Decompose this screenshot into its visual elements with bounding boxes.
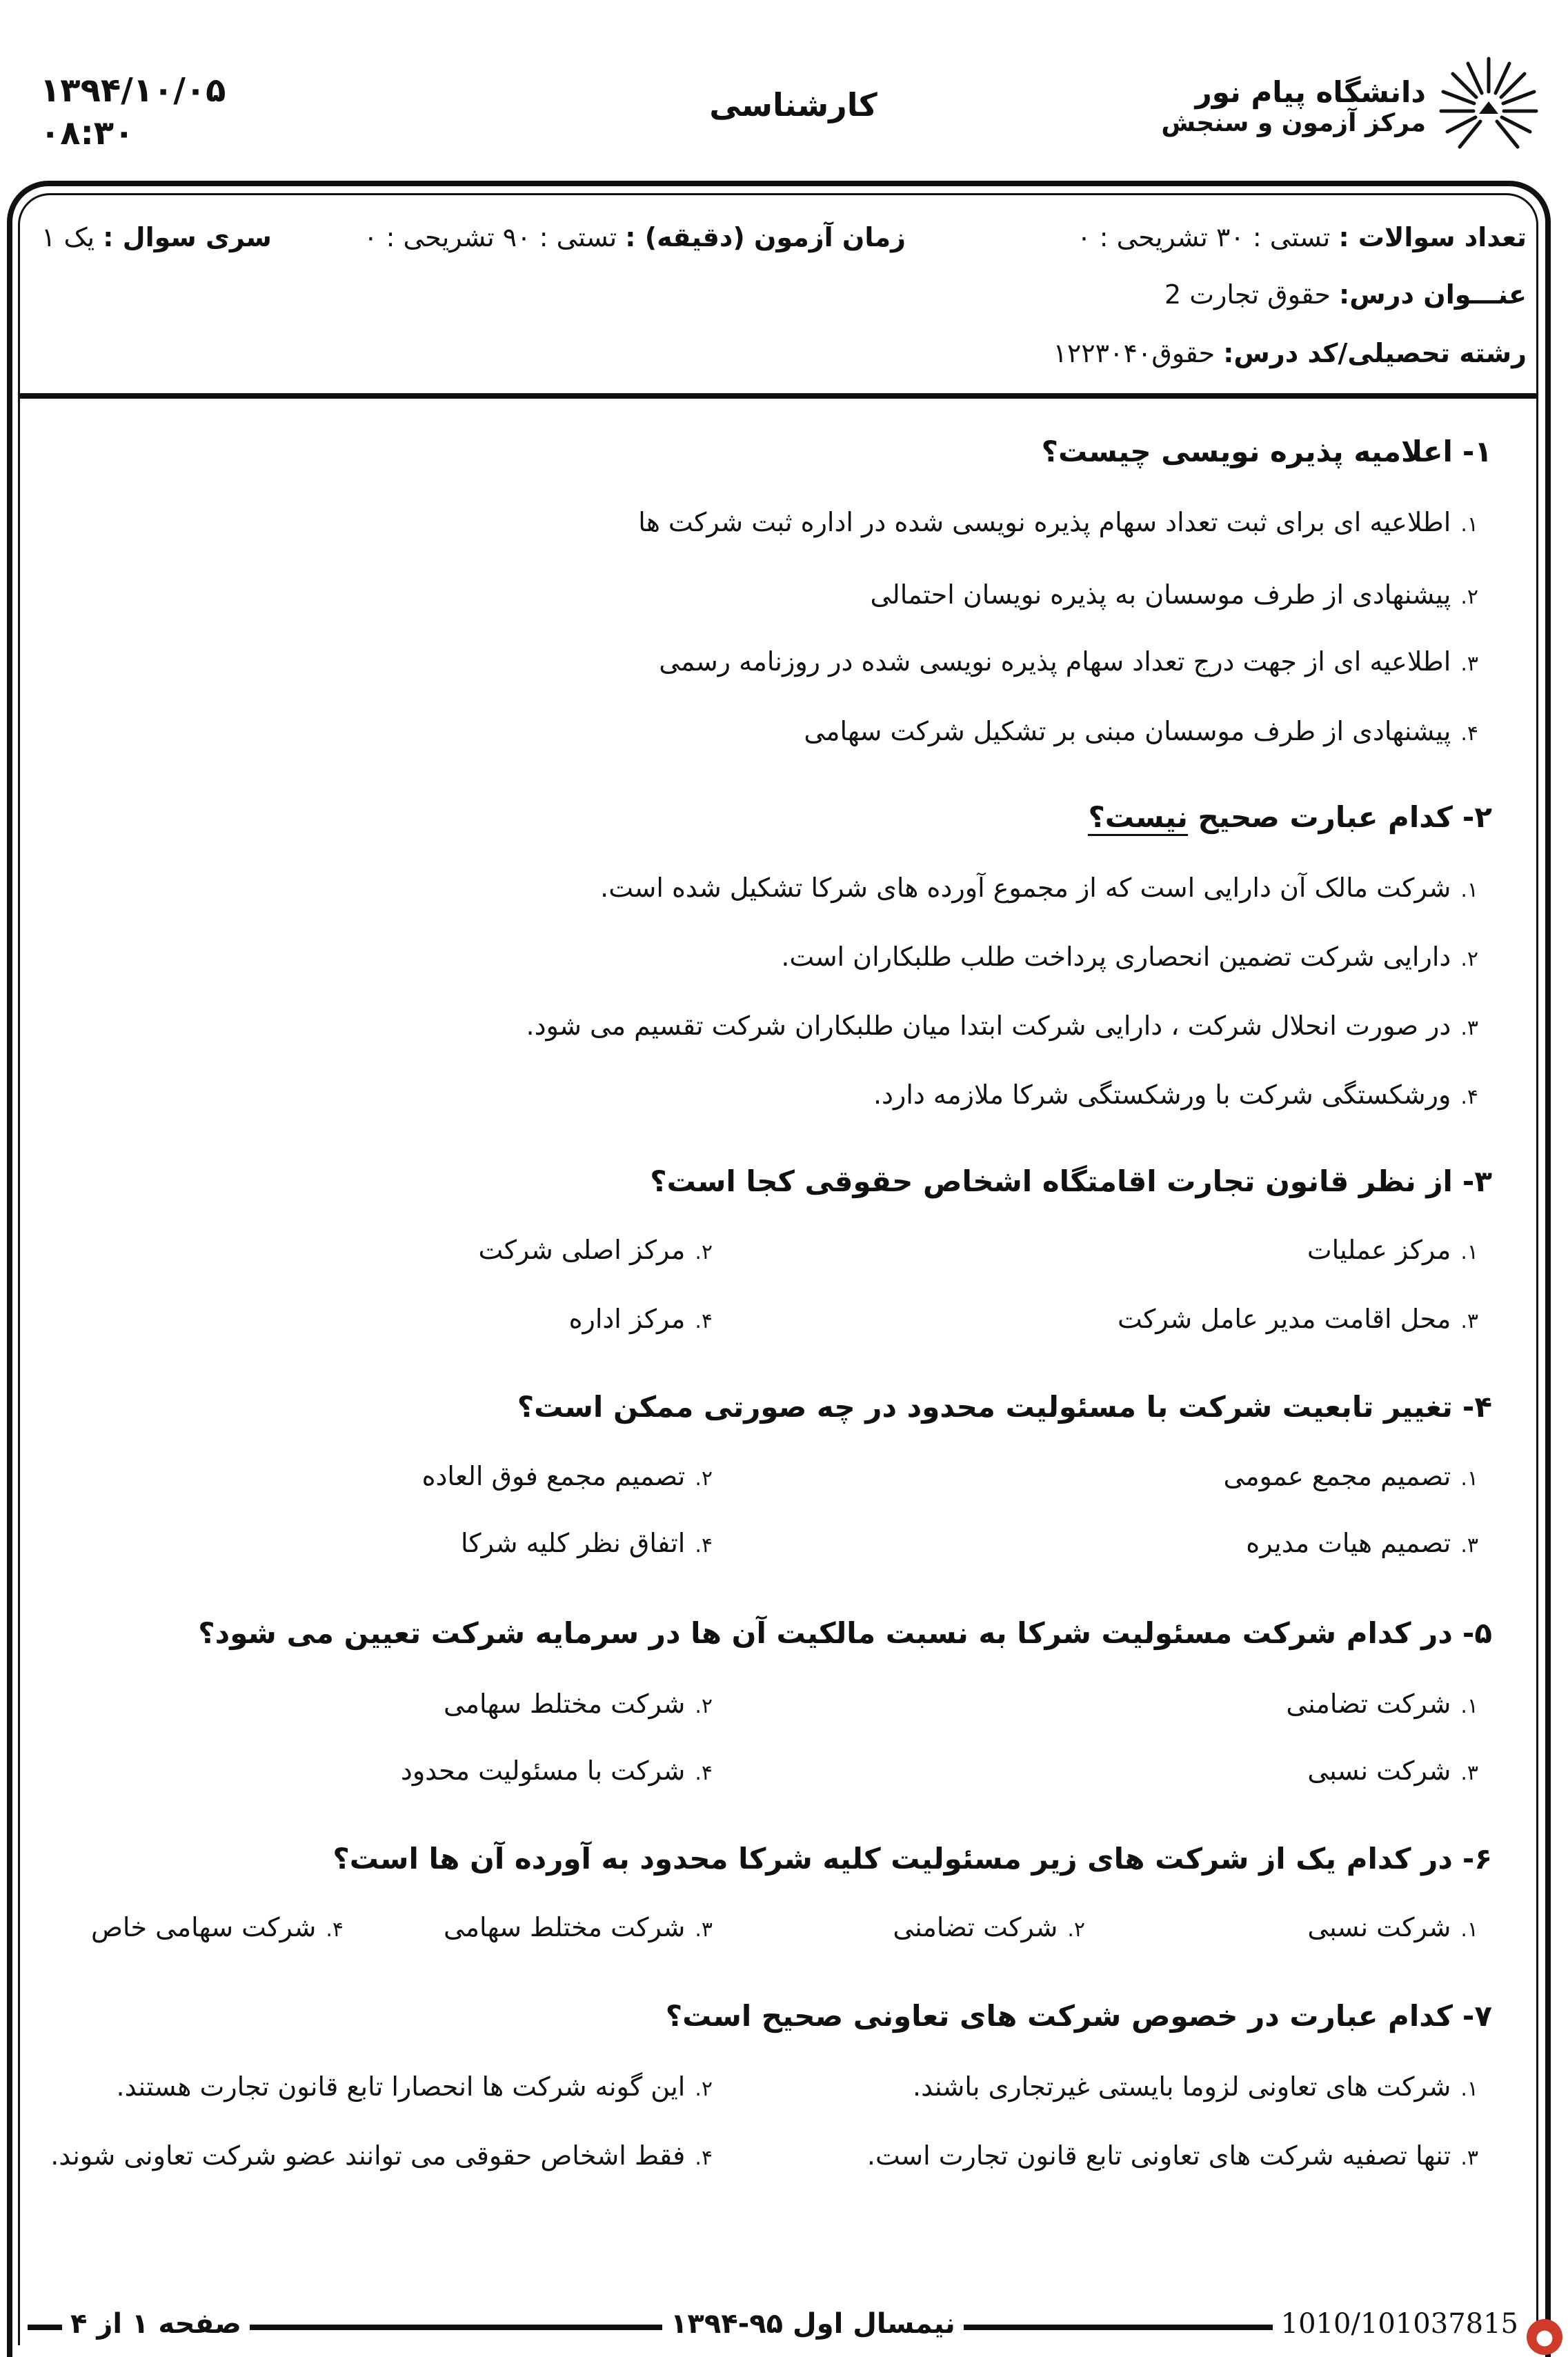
question-text: در کدام یک از شرکت های زیر مسئولیت کلیه شرکا محدود به آورده آن ها است؟ bbox=[333, 1842, 1453, 1876]
q6-option-4[interactable] bbox=[91, 1912, 344, 1942]
q4-option-2[interactable] bbox=[422, 1461, 713, 1491]
question-5 bbox=[198, 1616, 1492, 1650]
watermark-badge-icon: ● bbox=[1527, 2319, 1562, 2355]
q3-option-3[interactable] bbox=[1118, 1304, 1478, 1334]
page-indicator: صفحه ۱ از ۴ bbox=[62, 2308, 250, 2340]
q7-option-4[interactable] bbox=[50, 2140, 713, 2171]
course-title-label: عنـــوان درس: bbox=[1339, 279, 1527, 310]
option-text: مرکز عملیات bbox=[1307, 1235, 1451, 1265]
option-text: شرکت تضامنی bbox=[1286, 1689, 1451, 1719]
question-3 bbox=[650, 1164, 1492, 1198]
question-series bbox=[41, 222, 272, 252]
option-text: محل اقامت مدیر عامل شرکت bbox=[1117, 1304, 1451, 1334]
question-text-underlined: نیست؟ bbox=[1088, 800, 1187, 836]
q6-option-3[interactable] bbox=[444, 1912, 713, 1942]
q7-option-3[interactable] bbox=[867, 2140, 1478, 2171]
option-number: ۴. bbox=[326, 1918, 344, 1942]
question-count-value: تستی : ۳۰ تشریحی : ۰ bbox=[1077, 222, 1331, 252]
question-number: ۲- bbox=[1462, 800, 1492, 834]
question-text: کدام عبارت در خصوص شرکت های تعاونی صحیح است؟ bbox=[665, 1999, 1453, 2033]
q5-option-1[interactable] bbox=[1286, 1689, 1478, 1719]
q5-option-3[interactable] bbox=[1307, 1756, 1478, 1786]
q3-option-2[interactable] bbox=[479, 1235, 713, 1265]
course-title-value: حقوق تجارت 2 bbox=[1164, 279, 1331, 310]
question-text: از نظر قانون تجارت اقامتگاه اشخاص حقوقی کجا است؟ bbox=[650, 1164, 1453, 1198]
exam-duration-value: تستی : ۹۰ تشریحی : ۰ bbox=[364, 222, 617, 252]
exam-date-time bbox=[40, 69, 226, 155]
q4-option-3[interactable] bbox=[1246, 1528, 1478, 1558]
degree-level: کارشناسی bbox=[709, 86, 877, 123]
option-text: تصمیم هیات مدیره bbox=[1246, 1528, 1451, 1558]
option-text: شرکت نسبی bbox=[1307, 1912, 1451, 1942]
option-text: پیشنهادی از طرف موسسان به پذیره نویسان احتمالی bbox=[870, 579, 1451, 610]
question-count-label: تعداد سوالات : bbox=[1338, 222, 1527, 252]
option-text: اتفاق نظر کلیه شرکا bbox=[460, 1528, 686, 1558]
q2-option-2[interactable] bbox=[781, 942, 1478, 972]
option-number: ۳. bbox=[1460, 1309, 1478, 1333]
q6-option-1[interactable] bbox=[1307, 1912, 1478, 1942]
question-text: تغییر تابعیت شرکت با مسئولیت محدود در چه صورتی ممکن است؟ bbox=[517, 1390, 1453, 1424]
option-text: تصمیم مجمع فوق العاده bbox=[421, 1461, 686, 1491]
exam-duration-label: زمان آزمون (دقیقه) : bbox=[625, 222, 906, 252]
exam-time: ۰۸:۳۰ bbox=[40, 114, 135, 153]
question-count bbox=[1077, 222, 1527, 252]
course-title bbox=[1164, 279, 1527, 310]
option-number: ۲. bbox=[695, 1694, 713, 1718]
exam-code: 1010/101037815 bbox=[1273, 2308, 1527, 2340]
option-text: مرکز اداره bbox=[568, 1304, 686, 1334]
question-7 bbox=[666, 1999, 1492, 2033]
q1-option-1[interactable] bbox=[638, 507, 1478, 537]
question-number: ۱- bbox=[1462, 435, 1492, 468]
question-series-value: یک ۱ bbox=[41, 222, 95, 252]
university-logo-icon bbox=[1437, 55, 1540, 159]
question-number: ۶- bbox=[1462, 1842, 1492, 1876]
option-number: ۳. bbox=[695, 1918, 713, 1942]
question-text: کدام عبارت صحیح bbox=[1198, 800, 1453, 834]
option-number: ۴. bbox=[695, 1761, 713, 1785]
university-header bbox=[1161, 55, 1540, 159]
option-text: تصمیم مجمع عمومی bbox=[1223, 1461, 1451, 1491]
option-number: ۳. bbox=[1460, 1016, 1478, 1040]
q3-option-1[interactable] bbox=[1307, 1235, 1478, 1265]
option-text: شرکت تضامنی bbox=[893, 1912, 1058, 1942]
option-text: شرکت مختلط سهامی bbox=[443, 1912, 686, 1942]
q7-option-2[interactable] bbox=[117, 2071, 713, 2102]
option-text: شرکت های تعاونی لزوما بایستی غیرتجاری باشند. bbox=[913, 2071, 1451, 2102]
option-number: ۱. bbox=[1460, 878, 1478, 902]
q2-option-1[interactable] bbox=[600, 873, 1478, 903]
option-text: فقط اشخاص حقوقی می توانند عضو شرکت تعاونی شوند. bbox=[50, 2140, 686, 2171]
q4-option-4[interactable] bbox=[461, 1528, 713, 1558]
option-text: این گونه شرکت ها انحصارا تابع قانون تجارت هستند. bbox=[116, 2071, 686, 2102]
option-number: ۱. bbox=[1460, 513, 1478, 537]
option-text: ورشکستگی شرکت با ورشکستگی شرکا ملازمه دارد. bbox=[873, 1080, 1451, 1110]
exam-duration bbox=[364, 222, 906, 252]
question-number: ۷- bbox=[1462, 1999, 1492, 2033]
question-2 bbox=[1088, 800, 1492, 834]
semester-label: نیمسال اول ۹۵-۱۳۹۴ bbox=[662, 2308, 964, 2340]
center-name: مرکز آزمون و سنجش bbox=[1161, 109, 1426, 138]
option-number: ۱. bbox=[1460, 1240, 1478, 1264]
option-number: ۱. bbox=[1460, 1918, 1478, 1942]
option-number: ۱. bbox=[1460, 1694, 1478, 1718]
q2-option-4[interactable] bbox=[873, 1080, 1478, 1110]
question-number: ۴- bbox=[1462, 1390, 1492, 1424]
option-number: ۴. bbox=[1460, 1085, 1478, 1109]
q4-option-1[interactable] bbox=[1224, 1461, 1478, 1491]
question-1 bbox=[1042, 435, 1492, 468]
option-number: ۴. bbox=[1460, 722, 1478, 746]
option-number: ۱. bbox=[1460, 1466, 1478, 1491]
option-text: شرکت مختلط سهامی bbox=[443, 1689, 686, 1719]
exam-date: ۱۳۹۴/۱۰/۰۵ bbox=[40, 71, 226, 110]
q7-option-1[interactable] bbox=[913, 2071, 1478, 2102]
q6-option-2[interactable] bbox=[893, 1912, 1085, 1942]
course-code-value: حقوق۱۲۲۳۰۴۰ bbox=[1053, 338, 1215, 368]
option-number: ۲. bbox=[695, 2077, 713, 2101]
option-text: شرکت نسبی bbox=[1307, 1756, 1451, 1786]
question-6 bbox=[333, 1842, 1492, 1876]
option-number: ۴. bbox=[695, 1533, 713, 1558]
option-number: ۴. bbox=[695, 1309, 713, 1333]
option-number: ۱. bbox=[1460, 2077, 1478, 2101]
option-number: ۲. bbox=[1460, 947, 1478, 971]
option-text: دارایی شرکت تضمین انحصاری پرداخت طلب طلبکاران است. bbox=[781, 942, 1451, 972]
option-number: ۴. bbox=[695, 2146, 713, 2170]
option-number: ۲. bbox=[1460, 585, 1478, 609]
option-number: ۲. bbox=[695, 1466, 713, 1491]
question-number: ۵- bbox=[1462, 1616, 1492, 1650]
header-divider bbox=[18, 393, 1538, 399]
course-code-label: رشته تحصیلی/کد درس: bbox=[1223, 338, 1527, 368]
q1-option-3[interactable] bbox=[659, 646, 1478, 677]
q3-option-4[interactable] bbox=[569, 1304, 713, 1334]
option-text: شرکت با مسئولیت محدود bbox=[400, 1756, 686, 1786]
course-code bbox=[1053, 338, 1527, 368]
question-4 bbox=[517, 1390, 1492, 1424]
q5-option-2[interactable] bbox=[444, 1689, 713, 1719]
option-number: ۳. bbox=[1460, 652, 1478, 676]
q5-option-4[interactable] bbox=[401, 1756, 713, 1786]
option-text: اطلاعیه ای از جهت درج تعداد سهام پذیره نویسی شده در روزنامه رسمی bbox=[659, 646, 1451, 677]
university-name: دانشگاه پیام نور bbox=[1195, 75, 1426, 110]
q1-option-2[interactable] bbox=[870, 579, 1478, 610]
question-series-label: سری سوال : bbox=[103, 222, 272, 252]
option-text: پیشنهادی از طرف موسسان مبنی بر تشکیل شرکت سهامی bbox=[804, 716, 1451, 746]
option-text: اطلاعیه ای برای ثبت تعداد سهام پذیره نویسی شده در اداره ثبت شرکت ها bbox=[638, 507, 1451, 537]
university-name-block bbox=[1161, 76, 1426, 138]
option-text: مرکز اصلی شرکت bbox=[478, 1235, 686, 1265]
question-text: اعلامیه پذیره نویسی چیست؟ bbox=[1041, 435, 1453, 468]
option-number: ۳. bbox=[1460, 1761, 1478, 1785]
option-number: ۲. bbox=[1067, 1918, 1085, 1942]
q2-option-3[interactable] bbox=[526, 1011, 1478, 1041]
option-number: ۳. bbox=[1460, 1533, 1478, 1558]
question-text: در کدام شرکت مسئولیت شرکا به نسبت مالکیت آن ها در سرمایه شرکت تعیین می شود؟ bbox=[198, 1616, 1453, 1650]
q1-option-4[interactable] bbox=[804, 716, 1478, 746]
option-number: ۲. bbox=[695, 1240, 713, 1264]
option-text: شرکت مالک آن دارایی است که از مجموع آورده های شرکا تشکیل شده است. bbox=[600, 873, 1451, 903]
option-text: تنها تصفیه شرکت های تعاونی تابع قانون تجارت است. bbox=[866, 2140, 1451, 2171]
option-text: شرکت سهامی خاص bbox=[90, 1912, 317, 1942]
question-number: ۳- bbox=[1462, 1164, 1492, 1198]
option-text: در صورت انحلال شرکت ، دارایی شرکت ابتدا میان طلبکاران شرکت تقسیم می شود. bbox=[526, 1011, 1451, 1041]
option-number: ۳. bbox=[1460, 2146, 1478, 2170]
